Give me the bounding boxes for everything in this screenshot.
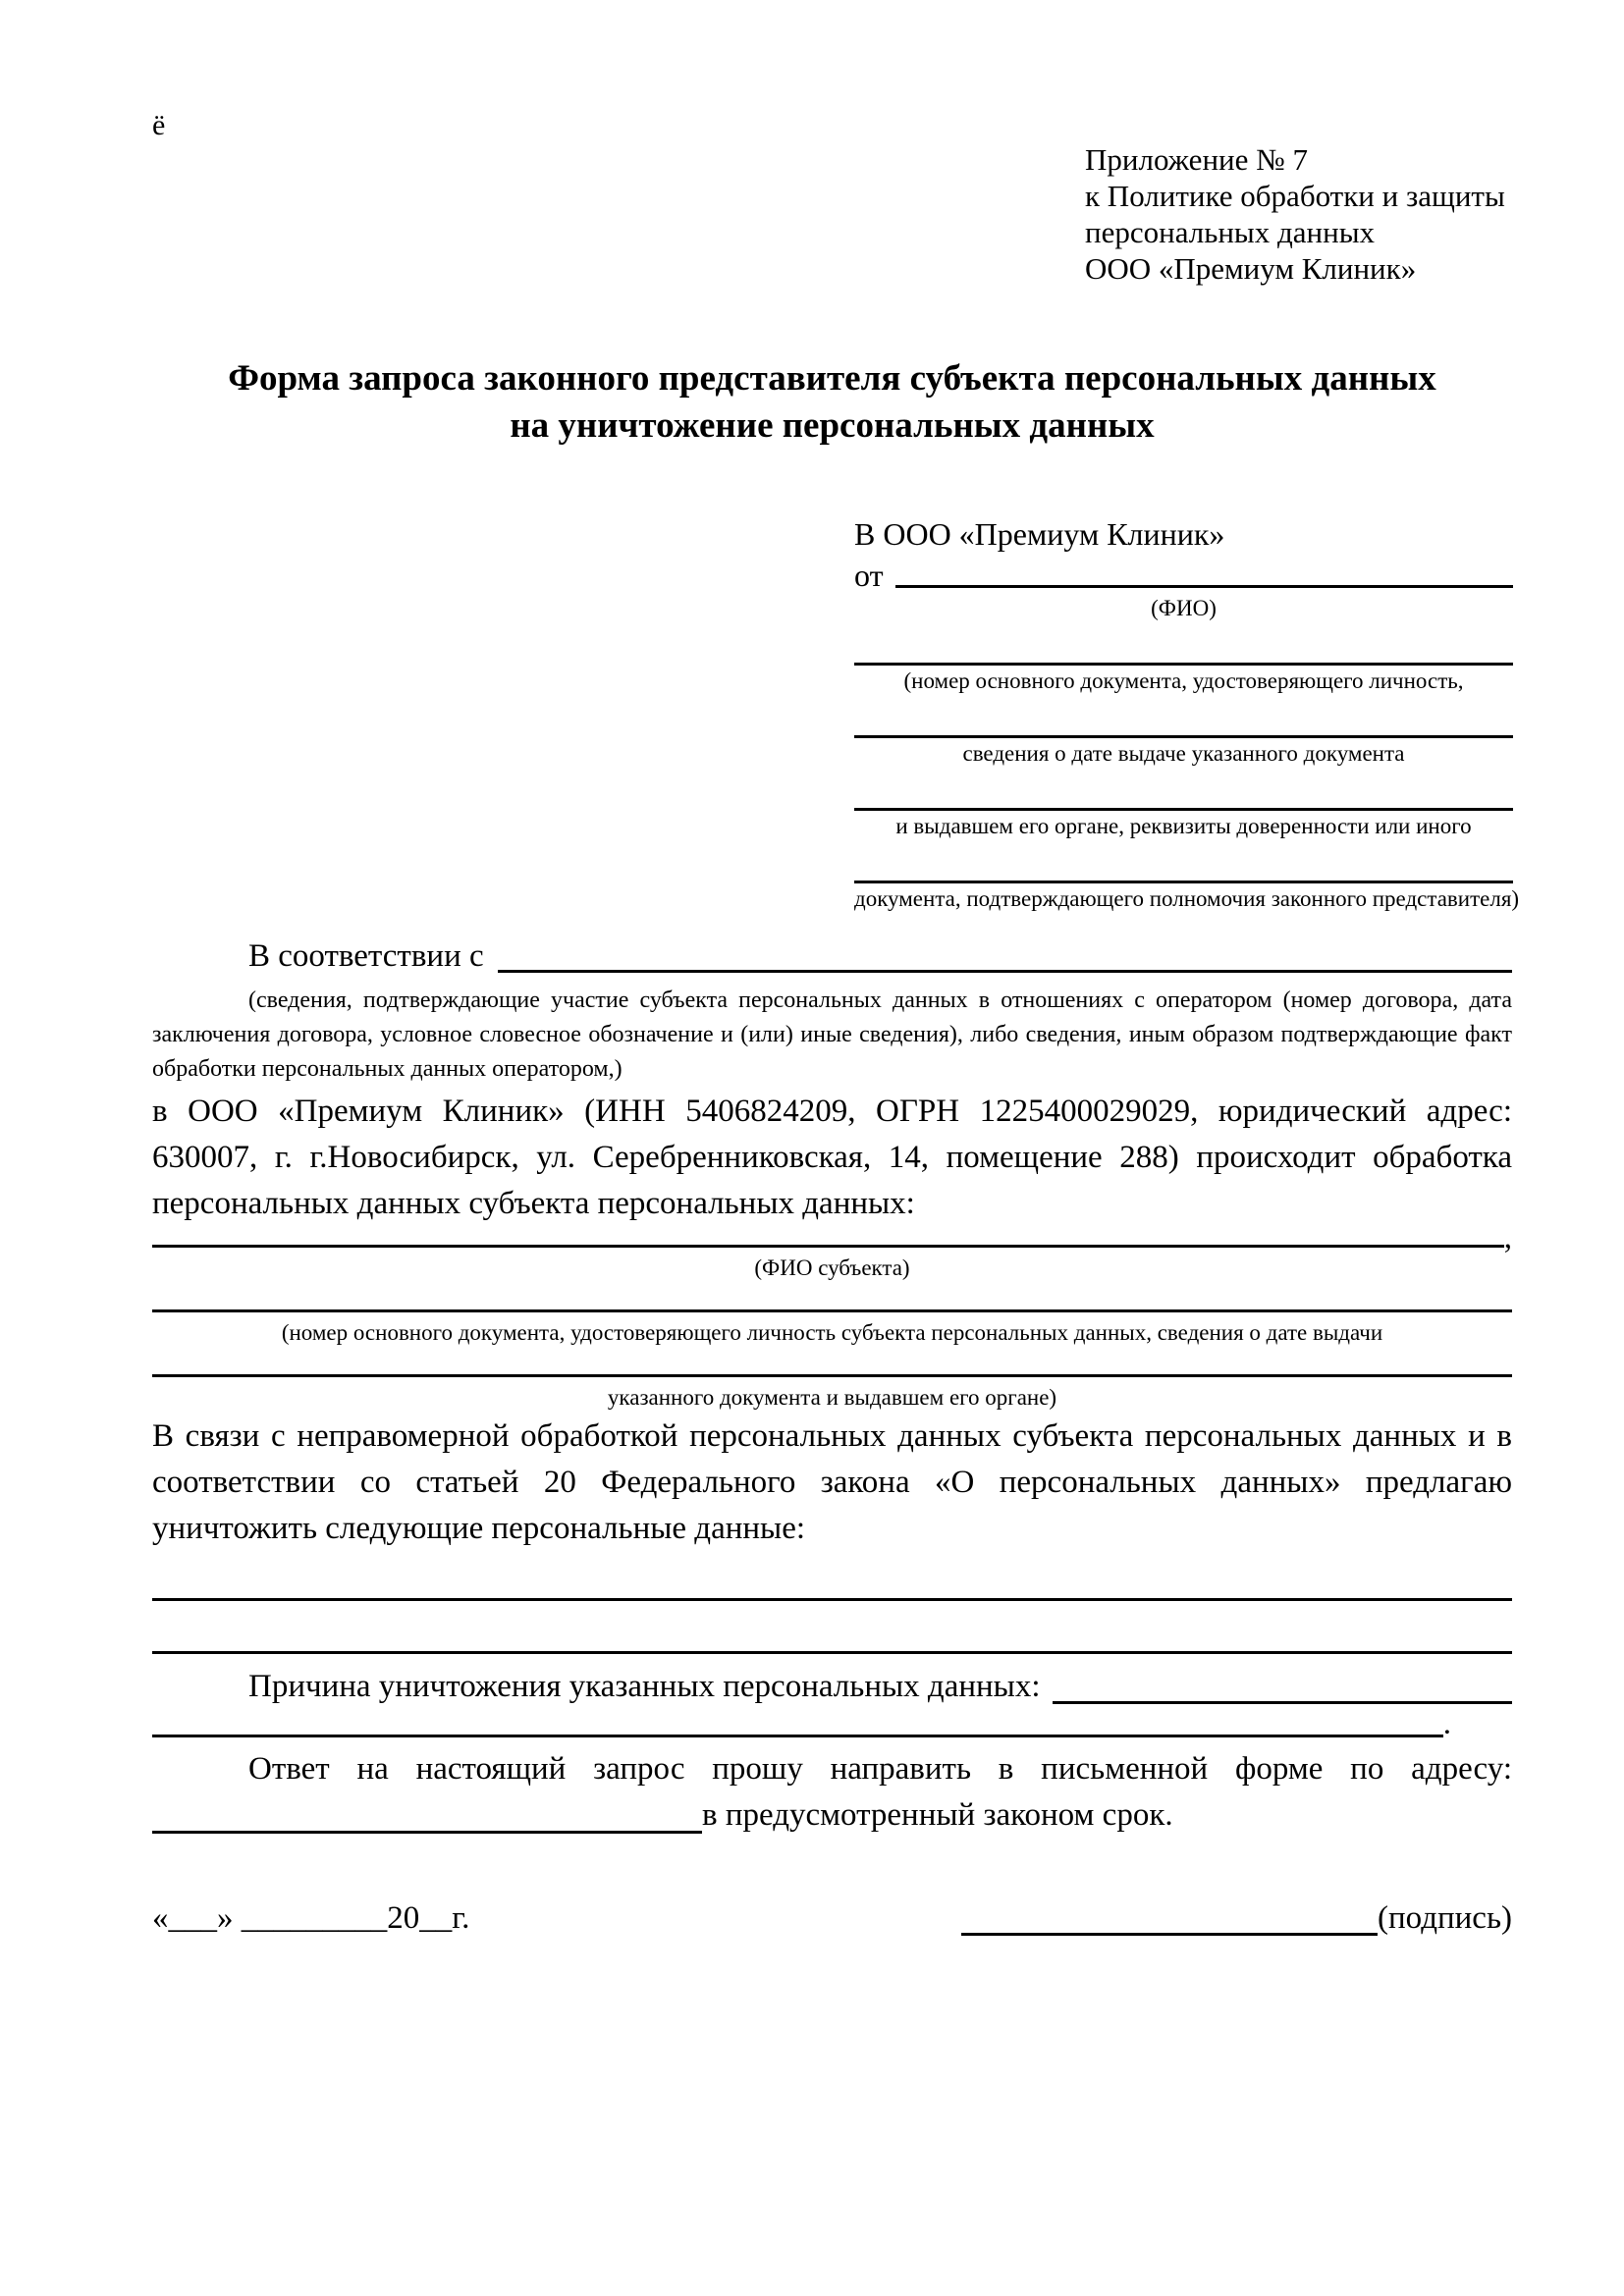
date-placeholder: «___» _________20__г. [152, 1900, 470, 1936]
signature-group [961, 1896, 1512, 1941]
footer-row [152, 1896, 1512, 1941]
request-paragraph: В связи с неправомерной обработкой персональных данных субъекта персональных данных и в соответствии со статьей 20 Федерального закона «О персональных данных» предлагаю уничтожить следующие персональные данные: [152, 1418, 1512, 1546]
accordance-row [152, 934, 1512, 978]
response-suffix: в предусмотренный законом срок. [702, 1797, 1173, 1833]
accordance-blank-line [498, 930, 1512, 973]
subject-doc-line-1 [152, 1283, 1512, 1312]
from-fio-line [895, 553, 1513, 588]
stray-char: ё [152, 109, 166, 141]
accordance-label: В соответствии с [248, 938, 484, 974]
appendix-block [1085, 141, 1512, 287]
appendix-line-2: к Политике обработки и защиты [1085, 179, 1505, 213]
appendix-line-1: Приложение № 7 [1085, 142, 1308, 177]
response-paragraph: Ответ на настоящий запрос прошу направить в письменной форме по адресу: [248, 1751, 1512, 1787]
reason-period: . [1442, 1706, 1451, 1741]
title-line-1: Форма запроса законного представителя субъекта персональных данных [228, 358, 1436, 399]
appendix-line-4: ООО «Премиум Клиник» [1085, 251, 1417, 286]
doc-info-line-3 [854, 775, 1513, 811]
document-title [152, 355, 1512, 450]
subject-doc-row-2 [152, 1353, 1512, 1382]
reason-continuation-row [152, 1706, 1451, 1742]
doc-info-caption-1: (номер основного документа, удостоверяющего личность, [903, 668, 1464, 693]
subject-fio-line [152, 1222, 1504, 1248]
subject-doc-row-1 [152, 1288, 1512, 1317]
accordance-note: (сведения, подтверждающие участие субъекта персональных данных в отношениях с оператором (номер договора, дата заключения договора, условное словесное обозначение и (или) иные сведения), либо сведения, иным образом подтверждающие факт обработки персональных данных оператором,) [152, 988, 1512, 1082]
doc-info-caption-3: и выдавшем его органе, реквизиты доверенности или иного [895, 814, 1472, 838]
reason-blank-line [1053, 1659, 1512, 1704]
subject-fio-caption: (ФИО субъекта) [754, 1255, 910, 1280]
title-line-2: на уничтожение персональных данных [510, 405, 1155, 446]
doc-info-caption-2: сведения о дате выдаче указанного документа [962, 741, 1405, 766]
subject-doc-caption-2: указанного документа и выдавшем его органе) [607, 1385, 1057, 1410]
addressee-block [854, 514, 1520, 913]
doc-info-line-4 [854, 848, 1513, 883]
addressee-to: В ООО «Премиум Клиник» [854, 516, 1225, 552]
reason-line-2 [152, 1708, 1443, 1737]
doc-info-caption-4: документа, подтверждающего полномочия законного представителя) [854, 886, 1520, 911]
doc-info-line-1 [854, 630, 1513, 666]
from-label: от [854, 558, 884, 593]
reason-row [152, 1664, 1512, 1709]
subject-comma: , [1503, 1220, 1512, 1255]
destroy-data-line-2 [152, 1623, 1512, 1654]
signature-line [961, 1891, 1378, 1936]
from-row [854, 558, 1513, 593]
fio-caption: (ФИО) [1151, 596, 1217, 620]
appendix-line-3: персональных данных [1085, 215, 1376, 249]
subject-fio-row [152, 1220, 1512, 1255]
reason-label: Причина уничтожения указанных персональных данных: [248, 1669, 1041, 1704]
address-blank-line [152, 1788, 702, 1834]
subject-doc-caption-1: (номер основного документа, удостоверяющего личность субъекта персональных данных, сведения о дате выдачи [281, 1320, 1383, 1345]
subject-doc-line-2 [152, 1348, 1512, 1377]
address-row [152, 1792, 1512, 1839]
destroy-data-line-1 [152, 1570, 1512, 1601]
operator-paragraph: в ООО «Премиум Клиник» (ИНН 5406824209, ОГРН 1225400029029, юридический адрес: 630007, г. г.Новосибирск, ул. Серебренниковская, 14, помещение 288) происходит обработка персональных данных субъекта персональных данных: [152, 1094, 1512, 1221]
signature-caption: (подпись) [1378, 1900, 1512, 1936]
doc-info-line-2 [854, 703, 1513, 738]
